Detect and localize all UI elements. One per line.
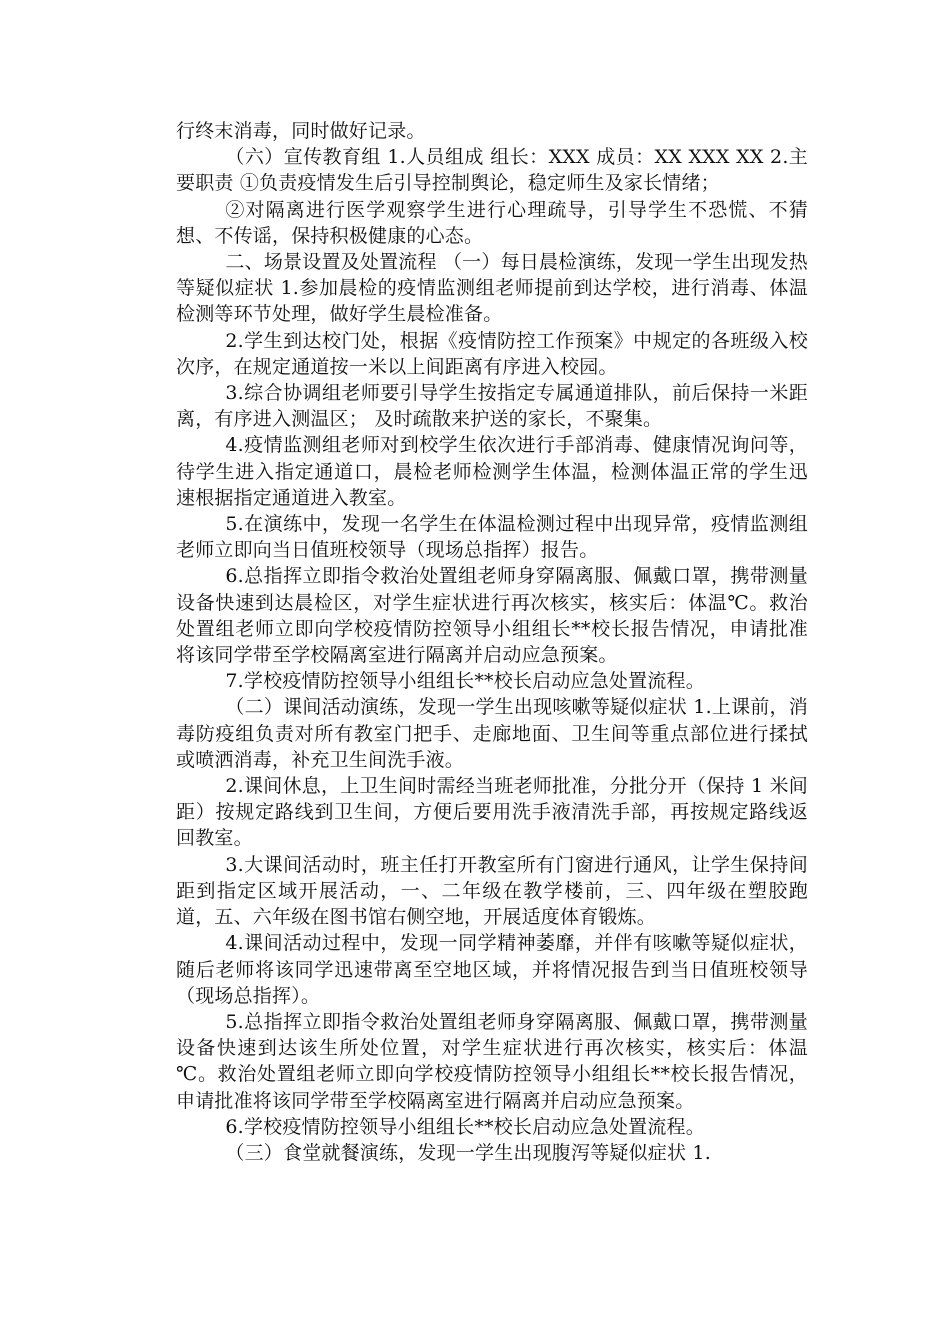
paragraph-text: 行终末消毒，同时做好记录。 [176, 120, 426, 142]
paragraph-text: 3.综合协调组老师要引导学生按指定专属通道排队，前后保持一米距离，有序进入测温区； 及时疏散来护送的家长，不聚集。 [176, 382, 808, 431]
document-body [176, 118, 808, 1166]
paragraph-text: 4.疫情监测组老师对到校学生依次进行手部消毒、健康情况询问等，待学生进入指定通道口，晨检老师检测学生体温，检测体温正常的学生迅速根据指定通道进入教室。 [176, 434, 808, 509]
paragraph-text: 6.学校疫情防控领导小组组长**校长启动应急处置流程。 [225, 1115, 705, 1138]
paragraph-text: ②对隔离进行医学观察学生进行心理疏导，引导学生不恐慌、不猜想、不传谣，保持积极健康的心态。 [176, 198, 808, 247]
paragraph-text: 二、场景设置及处置流程 （一）每日晨检演练，发现一学生出现发热等疑似症状 1.参加晨检的疫情监测组老师提前到达学校，进行消毒、体温检测等环节处理，做好学生晨检准备。 [176, 251, 808, 326]
paragraph-text: 4.课间活动过程中，发现一同学精神萎靡，并伴有咳嗽等疑似症状，随后老师将该同学迅速带离至空地区域，并将情况报告到当日值班校领导（现场总指挥）。 [176, 932, 808, 1007]
paragraph-text: 2.课间休息，上卫生间时需经当班老师批准，分批分开（保持 1 米间距）按规定路线到卫生间，方便后要用洗手液清洗手部，再按规定路线返回教室。 [176, 775, 808, 850]
paragraph-text: （六）宣传教育组 1.人员组成 组长：XXX 成员：XX XXX XX 2.主要职责 ①负责疫情发生后引导控制舆论，稳定师生及家长情绪； [176, 146, 808, 195]
paragraph-text: 6.总指挥立即指令救治处置组老师身穿隔离服、佩戴口罩，携带测量设备快速到达晨检区，对学生症状进行再次核实，核实后：体温℃。救治处置组老师立即向学校疫情防控领导小组组长**校长报告情况，申请批准将该同学带至学校隔离室进行隔离并启动应急预案。 [176, 565, 808, 667]
paragraph-text: （三）食堂就餐演练，发现一学生出现腹泻等疑似症状 1. [225, 1141, 711, 1164]
paragraph-text: 5.在演练中，发现一名学生在体温检测过程中出现异常，疫情监测组老师立即向当日值班校领导（现场总指挥）报告。 [176, 513, 808, 562]
paragraph-text: 7.学校疫情防控领导小组组长**校长启动应急处置流程。 [225, 670, 705, 693]
paragraph-text: 2.学生到达校门处，根据《疫情防控工作预案》中规定的各班级入校次序，在规定通道按一米以上间距离有序进入校园。 [176, 329, 808, 378]
paragraph-text: 3.大课间活动时，班主任打开教室所有门窗进行通风，让学生保持间距到指定区域开展活动，一、二年级在教学楼前，三、四年级在塑胶跑道，五、六年级在图书馆右侧空地，开展适度体育锻炼。 [176, 853, 808, 929]
paragraph-text: （二）课间活动演练，发现一学生出现咳嗽等疑似症状 1.上课前，消毒防疫组负责对所有教室门把手、走廊地面、卫生间等重点部位进行揉拭或喷洒消毒，补充卫生间洗手液。 [176, 696, 808, 771]
paragraph-text: 5.总指挥立即指令救治处置组老师身穿隔离服、佩戴口罩，携带测量设备快速到达该生所处位置，对学生症状进行再次核实，核实后：体温 ℃。救治处置组老师立即向学校疫情防控领导小组组长**校长报告情况，申请批准将该同学带至学校隔离室进行隔离并启动应急预案。 [176, 1010, 808, 1112]
